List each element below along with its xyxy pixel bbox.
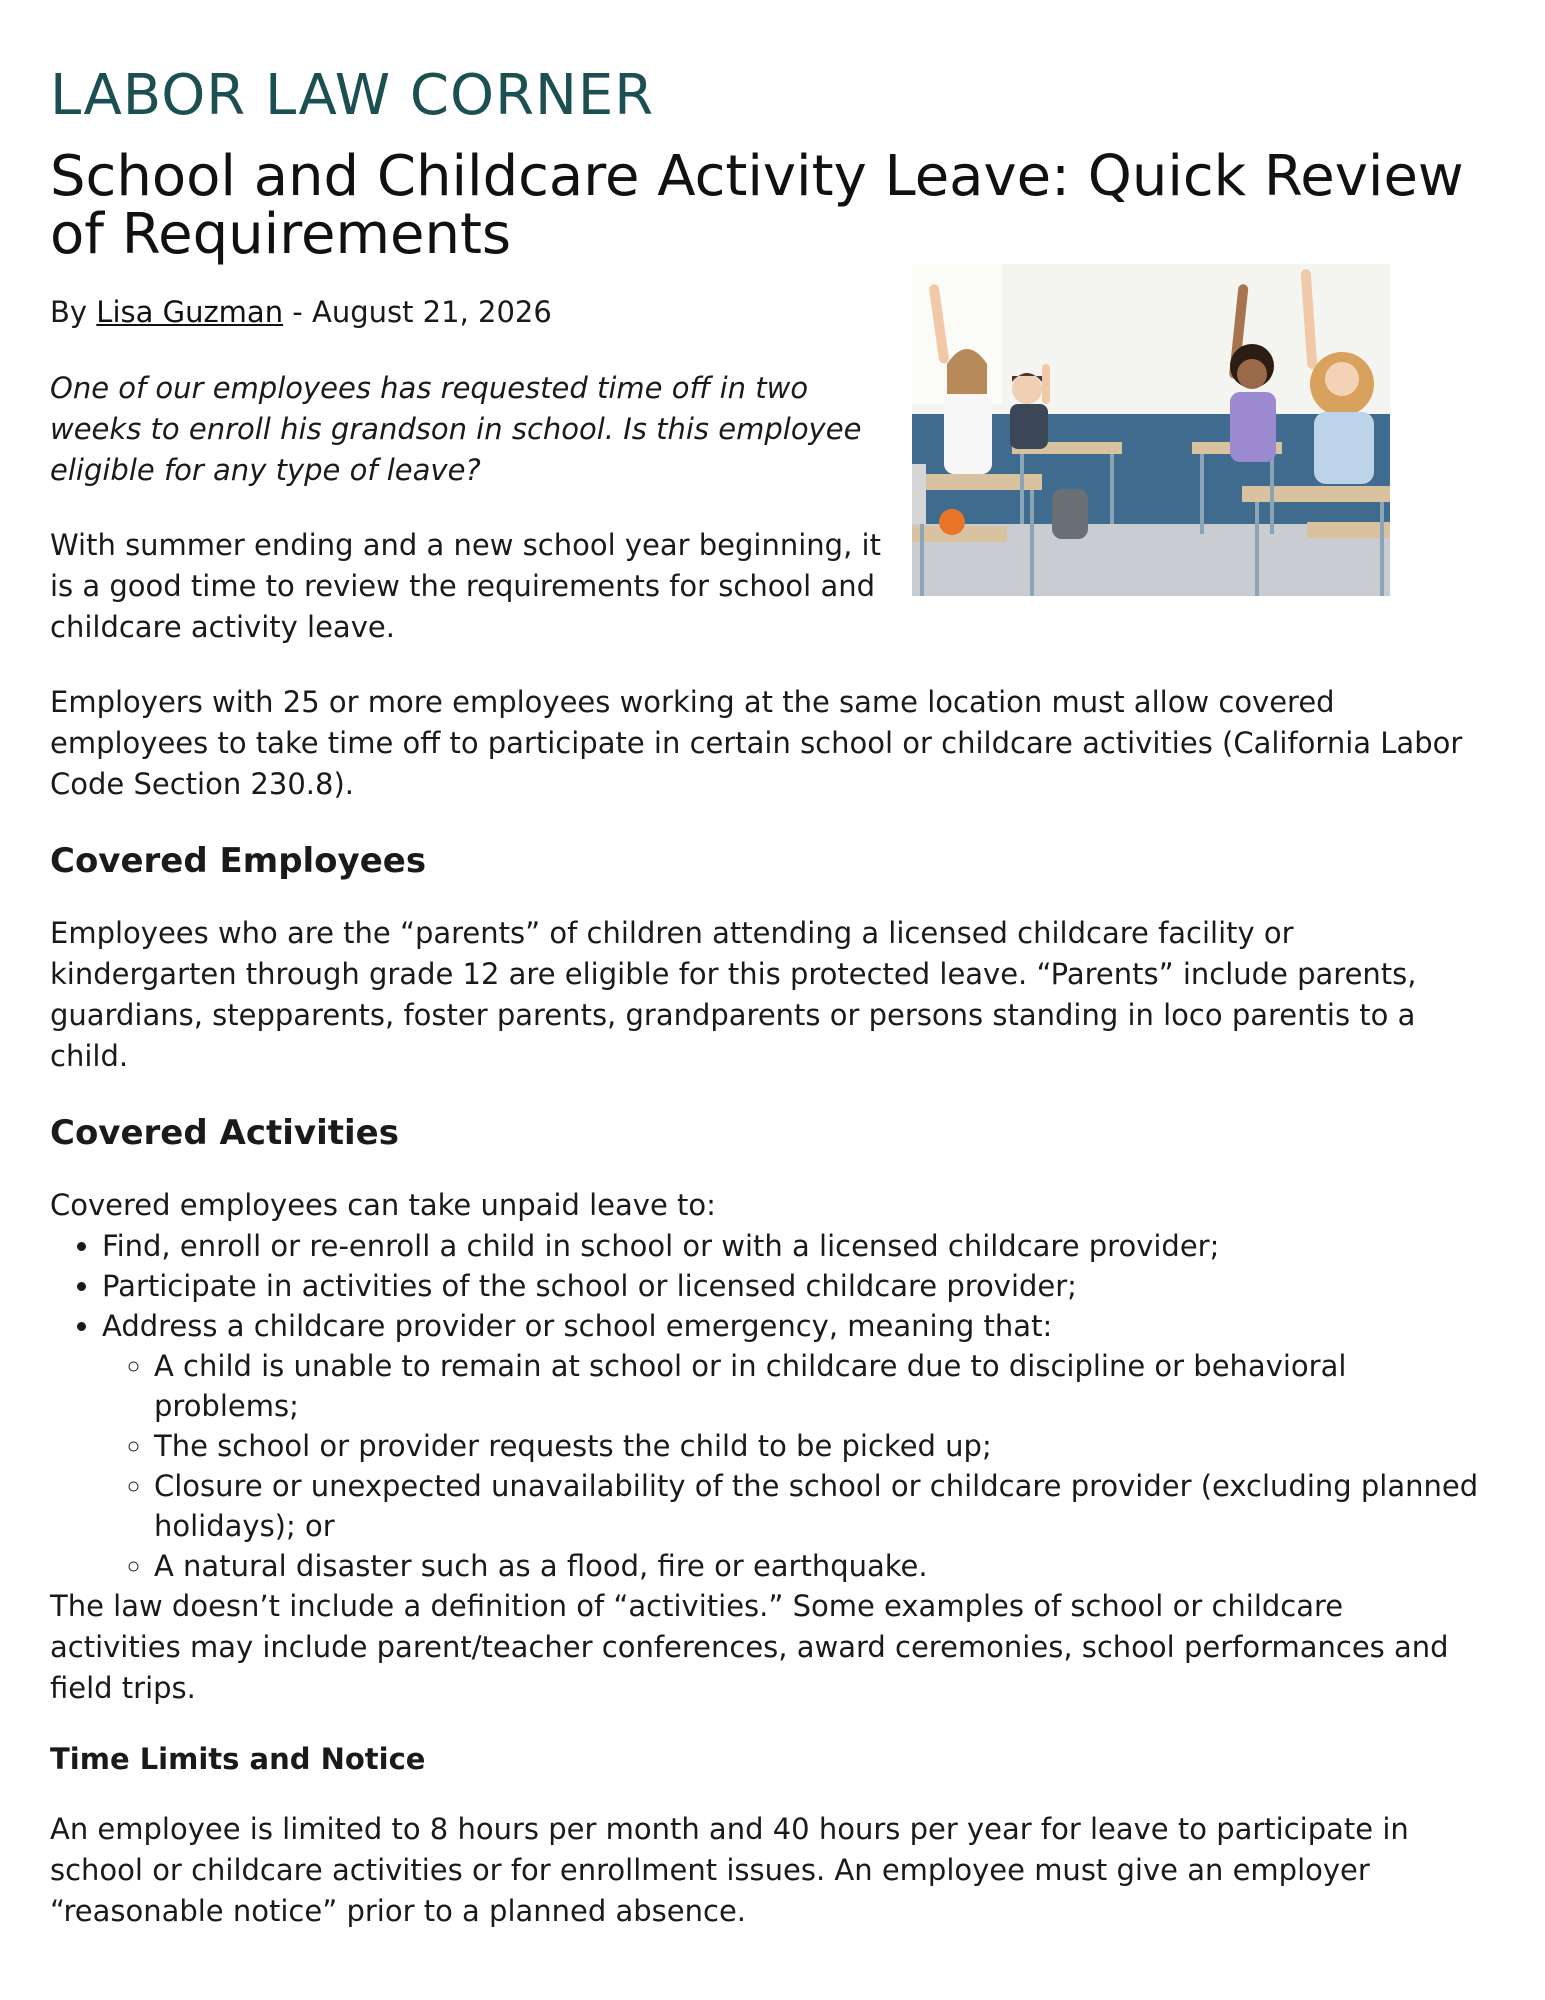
author-link[interactable]: Lisa Guzman <box>96 295 284 329</box>
list-item-text: Address a childcare provider or school emergency, meaning that: <box>102 1309 1053 1343</box>
section-kicker: LABOR LAW CORNER <box>50 63 655 128</box>
heading-covered-employees: Covered Employees <box>50 841 427 881</box>
activities-lead: Covered employees can take unpaid leave to: <box>50 1188 716 1222</box>
heading-covered-activities: Covered Activities <box>50 1113 399 1153</box>
list-item: ◦ Closure or unexpected unavailability of the school or childcare provider (excluding planned holidays); or <box>154 1466 1480 1546</box>
employers-paragraph: Employers with 25 or more employees working at the same location must allow covered employees to take time off to participate in certain school or childcare activities (California Labor Code Section 230.8). <box>50 685 1463 801</box>
byline-date: - August 21, 2026 <box>283 295 552 329</box>
byline-prefix: By <box>50 295 97 329</box>
list-item <box>102 1306 1480 1586</box>
intro-paragraph: With summer ending and a new school year beginning, it is a good time to review the requirements for school and childcare activity leave. <box>50 528 881 644</box>
covered-employees-paragraph: Employees who are the “parents” of children attending a licensed childcare facility or kindergarten through grade 12 are eligible for this protected leave. “Parents” include parents, guardians, stepparents, foster parents, grandparents or persons standing in loco parentis to a child. <box>50 916 1417 1073</box>
list-item: • Participate in activities of the school or licensed childcare provider; <box>102 1266 1480 1306</box>
list-item: ◦ A child is unable to remain at school or in childcare due to discipline or behavioral problems; <box>154 1346 1480 1426</box>
list-item: • Find, enroll or re-enroll a child in school or with a licensed childcare provider; <box>102 1226 1480 1266</box>
article-title: School and Childcare Activity Leave: Quick Review of Requirements <box>50 144 1464 267</box>
activities-list <box>50 1226 1480 1586</box>
list-item: ◦ The school or provider requests the child to be picked up; <box>154 1426 1480 1466</box>
time-limits-paragraph: An employee is limited to 8 hours per month and 40 hours per year for leave to participate in school or childcare activities or for enrollment issues. An employee must give an employer “reasonable notice” prior to a planned absence. <box>50 1812 1409 1928</box>
classroom-photo <box>912 264 1390 596</box>
reader-question: One of our employees has requested time off in two weeks to enroll his grandson in school. Is this employee eligible for any type of leave? <box>50 371 862 487</box>
article <box>50 62 1480 1932</box>
list-item: ◦ A natural disaster such as a flood, fire or earthquake. <box>154 1546 1480 1586</box>
emergencies-list <box>102 1346 1480 1586</box>
activities-definition-paragraph: The law doesn’t include a definition of “activities.” Some examples of school or childcare activities may include parent/teacher conferences, award ceremonies, school performances and field trips. <box>50 1589 1449 1705</box>
heading-time-limits: Time Limits and Notice <box>50 1742 426 1776</box>
